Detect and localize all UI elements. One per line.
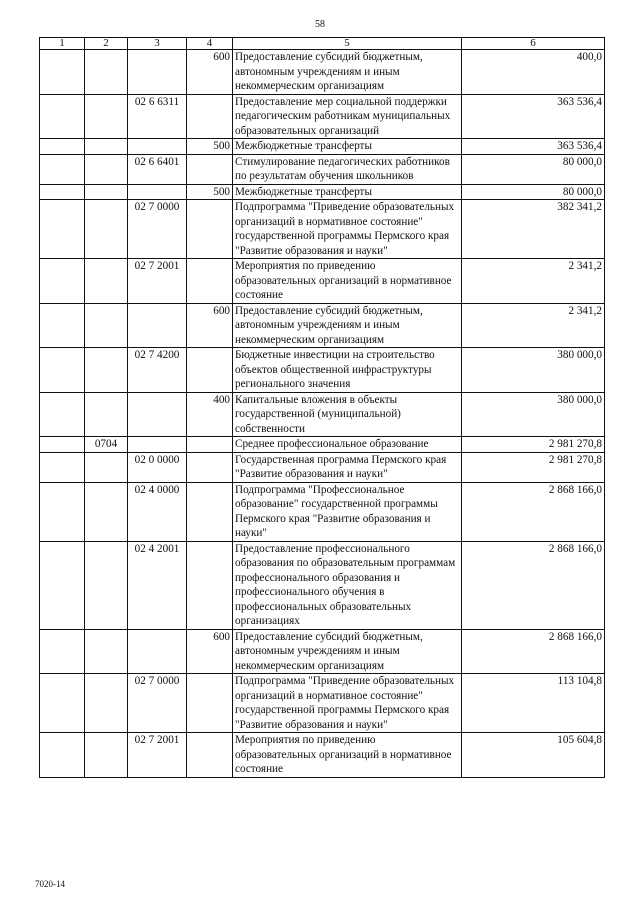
amount-cell: 380 000,0 — [462, 392, 605, 437]
section-cell — [40, 139, 85, 155]
section-cell — [40, 348, 85, 393]
amount-cell: 2 981 270,8 — [462, 437, 605, 453]
page-number: 58 — [315, 19, 325, 30]
section-cell — [40, 674, 85, 733]
target-article-cell — [128, 50, 187, 95]
expense-type-cell — [187, 154, 233, 184]
table-row — [40, 50, 605, 95]
expense-type-cell — [187, 200, 233, 259]
expense-type-cell: 600 — [187, 629, 233, 674]
table-row — [40, 482, 605, 541]
description-cell: Предоставление субсидий бюджетным, автономным учреждениям и иным некоммерческим организациям — [233, 50, 462, 95]
section-cell — [40, 629, 85, 674]
section-cell — [40, 482, 85, 541]
expense-type-cell — [187, 452, 233, 482]
table-row — [40, 348, 605, 393]
section-cell — [40, 733, 85, 778]
header-col-4: 4 — [187, 38, 233, 50]
description-cell: Предоставление профессионального образования по образовательным программам профессионального образования и профессионального обучения в профессиональных образовательных организациях — [233, 541, 462, 629]
subsection-cell: 0704 — [85, 437, 128, 453]
target-article-cell: 02 0 0000 — [128, 452, 187, 482]
table-row — [40, 200, 605, 259]
expense-type-cell: 400 — [187, 392, 233, 437]
table-row — [40, 437, 605, 453]
description-cell: Среднее профессиональное образование — [233, 437, 462, 453]
target-article-cell: 02 4 2001 — [128, 541, 187, 629]
target-article-cell: 02 7 0000 — [128, 674, 187, 733]
expense-type-cell — [187, 733, 233, 778]
table-row — [40, 629, 605, 674]
target-article-cell: 02 4 0000 — [128, 482, 187, 541]
subsection-cell — [85, 629, 128, 674]
section-cell — [40, 50, 85, 95]
table-row — [40, 303, 605, 348]
target-article-cell: 02 7 4200 — [128, 348, 187, 393]
section-cell — [40, 541, 85, 629]
table-body — [40, 50, 605, 778]
section-cell — [40, 303, 85, 348]
amount-cell: 2 868 166,0 — [462, 629, 605, 674]
header-col-5: 5 — [233, 38, 462, 50]
expense-type-cell — [187, 482, 233, 541]
expense-type-cell — [187, 437, 233, 453]
description-cell: Стимулирование педагогических работников по результатам обучения школьников — [233, 154, 462, 184]
target-article-cell — [128, 629, 187, 674]
subsection-cell — [85, 733, 128, 778]
expense-type-cell: 500 — [187, 139, 233, 155]
table-row — [40, 733, 605, 778]
description-cell: Подпрограмма "Профессиональное образование" государственной программы Пермского края "Развитие образования и науки" — [233, 482, 462, 541]
table-row — [40, 184, 605, 200]
amount-cell: 380 000,0 — [462, 348, 605, 393]
amount-cell: 2 341,2 — [462, 259, 605, 304]
description-cell: Бюджетные инвестиции на строительство объектов общественной инфраструктуры регионального значения — [233, 348, 462, 393]
subsection-cell — [85, 50, 128, 95]
table-row — [40, 94, 605, 139]
footer-code: 7020-14 — [35, 879, 65, 889]
section-cell — [40, 259, 85, 304]
expense-type-cell: 500 — [187, 184, 233, 200]
header-col-6: 6 — [462, 38, 605, 50]
table-row — [40, 541, 605, 629]
section-cell — [40, 184, 85, 200]
description-cell: Предоставление субсидий бюджетным, автономным учреждениям и иным некоммерческим организациям — [233, 303, 462, 348]
header-col-1: 1 — [40, 38, 85, 50]
subsection-cell — [85, 303, 128, 348]
description-cell: Государственная программа Пермского края "Развитие образования и науки" — [233, 452, 462, 482]
budget-table — [39, 37, 605, 778]
subsection-cell — [85, 541, 128, 629]
target-article-cell — [128, 392, 187, 437]
target-article-cell — [128, 437, 187, 453]
amount-cell: 2 868 166,0 — [462, 482, 605, 541]
header-col-3: 3 — [128, 38, 187, 50]
amount-cell: 363 536,4 — [462, 94, 605, 139]
description-cell: Мероприятия по приведению образовательных организаций в нормативное состояние — [233, 259, 462, 304]
subsection-cell — [85, 139, 128, 155]
amount-cell: 382 341,2 — [462, 200, 605, 259]
subsection-cell — [85, 184, 128, 200]
table-row — [40, 452, 605, 482]
expense-type-cell — [187, 259, 233, 304]
expense-type-cell: 600 — [187, 303, 233, 348]
description-cell: Предоставление субсидий бюджетным, автономным учреждениям и иным некоммерческим организациям — [233, 629, 462, 674]
expense-type-cell — [187, 674, 233, 733]
subsection-cell — [85, 392, 128, 437]
table-header-row — [40, 38, 605, 50]
description-cell: Капитальные вложения в объекты государственной (муниципальной) собственности — [233, 392, 462, 437]
subsection-cell — [85, 94, 128, 139]
expense-type-cell: 600 — [187, 50, 233, 95]
table-row — [40, 139, 605, 155]
amount-cell: 363 536,4 — [462, 139, 605, 155]
subsection-cell — [85, 259, 128, 304]
section-cell — [40, 452, 85, 482]
target-article-cell — [128, 184, 187, 200]
target-article-cell — [128, 139, 187, 155]
description-cell: Подпрограмма "Приведение образовательных организаций в нормативное состояние" государственной программы Пермского края "Развитие образования и науки" — [233, 200, 462, 259]
table-row — [40, 154, 605, 184]
section-cell — [40, 94, 85, 139]
amount-cell: 2 868 166,0 — [462, 541, 605, 629]
target-article-cell: 02 7 2001 — [128, 259, 187, 304]
description-cell: Межбюджетные трансферты — [233, 184, 462, 200]
expense-type-cell — [187, 94, 233, 139]
target-article-cell: 02 6 6401 — [128, 154, 187, 184]
subsection-cell — [85, 154, 128, 184]
amount-cell: 400,0 — [462, 50, 605, 95]
table-row — [40, 392, 605, 437]
expense-type-cell — [187, 541, 233, 629]
amount-cell: 113 104,8 — [462, 674, 605, 733]
subsection-cell — [85, 452, 128, 482]
amount-cell: 105 604,8 — [462, 733, 605, 778]
section-cell — [40, 437, 85, 453]
expense-type-cell — [187, 348, 233, 393]
amount-cell: 80 000,0 — [462, 184, 605, 200]
target-article-cell: 02 7 2001 — [128, 733, 187, 778]
subsection-cell — [85, 674, 128, 733]
section-cell — [40, 154, 85, 184]
description-cell: Мероприятия по приведению образовательных организаций в нормативное состояние — [233, 733, 462, 778]
target-article-cell — [128, 303, 187, 348]
target-article-cell: 02 6 6311 — [128, 94, 187, 139]
subsection-cell — [85, 200, 128, 259]
target-article-cell: 02 7 0000 — [128, 200, 187, 259]
header-col-2: 2 — [85, 38, 128, 50]
table-row — [40, 259, 605, 304]
subsection-cell — [85, 348, 128, 393]
description-cell: Предоставление мер социальной поддержки педагогическим работникам муниципальных образовательных организаций — [233, 94, 462, 139]
section-cell — [40, 392, 85, 437]
description-cell: Межбюджетные трансферты — [233, 139, 462, 155]
subsection-cell — [85, 482, 128, 541]
amount-cell: 2 341,2 — [462, 303, 605, 348]
table-row — [40, 674, 605, 733]
section-cell — [40, 200, 85, 259]
amount-cell: 2 981 270,8 — [462, 452, 605, 482]
description-cell: Подпрограмма "Приведение образовательных организаций в нормативное состояние" государственной программы Пермского края "Развитие образования и науки" — [233, 674, 462, 733]
amount-cell: 80 000,0 — [462, 154, 605, 184]
